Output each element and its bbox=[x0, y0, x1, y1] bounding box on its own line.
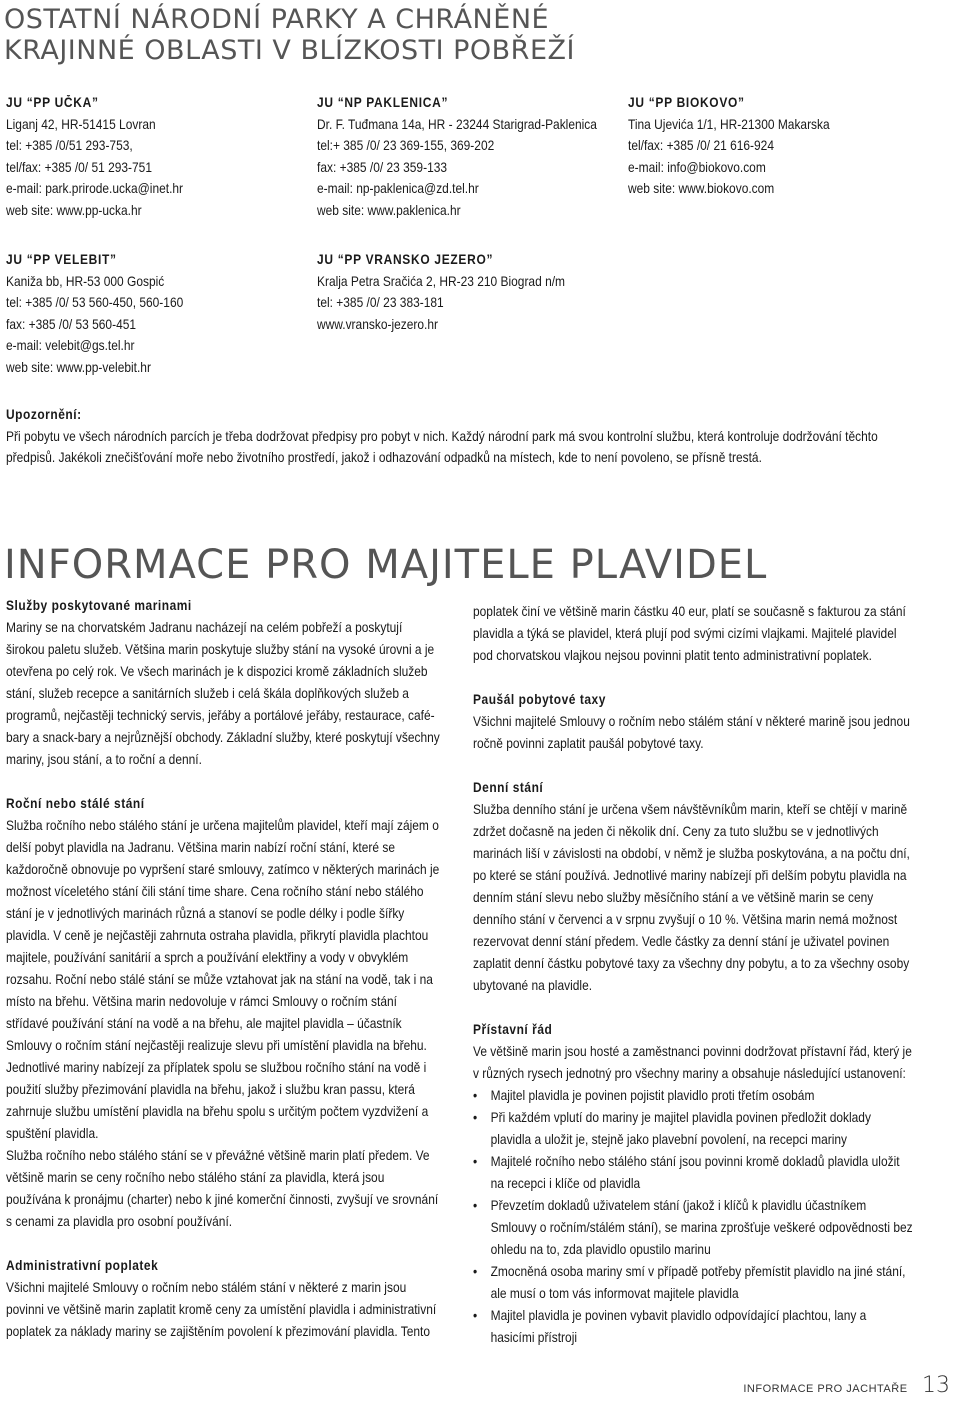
contact-phone: tel: +385 /0/ 53 560-450, 560-160 bbox=[6, 295, 184, 311]
contact-name: JU “PP BIOKOVO” bbox=[628, 95, 745, 110]
heading-annual-berth: Roční nebo stálé stání bbox=[6, 796, 145, 811]
paragraph-admin-fee-continued: poplatek činí ve většině marin částku 40 eur, platí se současně s fakturou za stání plavidla a týká se plavidel, která plují pod svými cizími vlajkami. Majitelé plavidel pod chorvatskou vlajkou nejsou povinni platit tento administrativní poplatek. bbox=[473, 604, 906, 663]
list-item: • Zmocněná osoba mariny smí v případě potřeby přemístit plavidlo na jiné stání, ale musí o tom vás informovat majitele plavidla bbox=[473, 1261, 913, 1305]
list-item: • Majitel plavidla je povinen pojistit plavidlo proti třetím osobám bbox=[473, 1085, 913, 1107]
contact-phone: tel: +385 /0/51 293-753, bbox=[6, 138, 133, 154]
bullet-icon: • bbox=[473, 1308, 478, 1323]
notice-heading: Upozornění: bbox=[6, 407, 82, 422]
section-title-parks: OSTATNÍ NÁRODNÍ PARKY A CHRÁNĚNÉ KRAJINNÉ OBLASTI V BLÍZKOSTI POBŘEŽÍ bbox=[4, 4, 575, 66]
bullet-icon: • bbox=[473, 1088, 478, 1103]
left-column bbox=[6, 595, 440, 1343]
contact-vransko-jezero bbox=[317, 249, 565, 335]
heading-port-rules: Přístavní řád bbox=[473, 1022, 553, 1037]
contact-email: e-mail: velebit@gs.tel.hr bbox=[6, 338, 135, 354]
contact-address: Tina Ujevića 1/1, HR-21300 Makarska bbox=[628, 116, 830, 132]
contact-address: Kralja Petra Sračića 2, HR-23 210 Biograd n/m bbox=[317, 273, 566, 289]
heading-tourist-tax: Paušál pobytové taxy bbox=[473, 692, 606, 707]
contact-address: Liganj 42, HR-51415 Lovran bbox=[6, 116, 156, 132]
contact-address: Dr. F. Tuđmana 14a, HR - 23244 Starigrad-Paklenica bbox=[317, 116, 597, 132]
bullet-icon: • bbox=[473, 1154, 478, 1169]
contact-phone: tel: +385 /0/ 23 383-181 bbox=[317, 295, 444, 311]
paragraph-annual-berth-payment: Služba ročního nebo stálého stání se v převážné většině marin platí předem. Ve většině marin se ceny ročního nebo stálého stání za plavidla, která jsou používána k pronájmu (charter) nebo k jiné komerční činnosti, zvyšují ve srovnání s cenami za plavidla pro osobní používání. bbox=[6, 1148, 439, 1229]
notice-block bbox=[6, 404, 912, 469]
page-number: 13 bbox=[922, 1373, 950, 1398]
contact-name: JU “PP VELEBIT” bbox=[6, 252, 117, 267]
paragraph-port-rules: Ve většině marin jsou hosté a zaměstnanci povinni dodržovat přístavní řád, který je v různých rysech jednotný pro všechny mariny a obsahuje následující ustanovení: bbox=[473, 1044, 912, 1081]
page-footer bbox=[743, 1373, 950, 1398]
contact-web: web site: www.biokovo.com bbox=[628, 181, 775, 197]
footer-title: INFORMACE PRO JACHTAŘE bbox=[743, 1383, 908, 1395]
contact-paklenica bbox=[317, 92, 597, 222]
contact-ucka bbox=[6, 92, 183, 222]
port-rules-list bbox=[473, 1085, 913, 1349]
paragraph-marina-services: Mariny se na chorvatském Jadranu nacházejí na celém pobřeží a poskytují širokou paletu služeb. Většina marin poskytuje služby stání na vysoké úrovni a je otevřena po celý rok. Ve všech marinách je k dispozici kromě základních služeb stání, služeb recepce a sanitárních služeb i celá škála doplňkových služeb a programů, nejčastěji technický servis, jeřáby a portálové jeřáby, restaurace, café-bary a snack-bary a nejrůznější obchody. Základní služby, které poskytují všechny mariny, jsou stání, a to roční a denní. bbox=[6, 620, 440, 767]
notice-text: Při pobytu ve všech národních parcích je třeba dodržovat předpisy pro pobyt v nich. Každý národní park má svou kontrolní službu, která kontroluje dodržování těchto předpisů. Jakékoli znečišťování moře nebo životního prostředí, jakož i odhazování odpadků na místech, kde to není povoleno, se přísně trestá. bbox=[6, 428, 878, 466]
section-title-vessel-owners: INFORMACE PRO MAJITELE PLAVIDEL bbox=[4, 542, 768, 588]
contact-web: web site: www.paklenica.hr bbox=[317, 202, 461, 218]
contact-name: JU “PP VRANSKO JEZERO” bbox=[317, 252, 494, 267]
contact-web: web site: www.pp-ucka.hr bbox=[6, 202, 142, 218]
bullet-icon: • bbox=[473, 1110, 478, 1125]
contact-email: e-mail: park.prirode.ucka@inet.hr bbox=[6, 181, 184, 197]
contact-fax: fax: +385 /0/ 53 560-451 bbox=[6, 316, 137, 332]
contact-web: web site: www.pp-velebit.hr bbox=[6, 359, 151, 375]
contact-address: Kaniža bb, HR-53 000 Gospić bbox=[6, 273, 165, 289]
list-item: • Majitelé ročního nebo stálého stání jsou povinni kromě dokladů plavidla uložit na recepci i klíče od plavidla bbox=[473, 1151, 913, 1195]
contact-name: JU “PP UČKA” bbox=[6, 95, 99, 110]
heading-marina-services: Služby poskytované marinami bbox=[6, 598, 192, 613]
heading-admin-fee: Administrativní poplatek bbox=[6, 1258, 159, 1273]
contact-velebit bbox=[6, 249, 183, 379]
contact-phone: tel/fax: +385 /0/ 21 616-924 bbox=[628, 138, 774, 154]
contact-fax: tel/fax: +385 /0/ 51 293-751 bbox=[6, 159, 152, 175]
contact-fax: fax: +385 /0/ 23 359-133 bbox=[317, 159, 448, 175]
contact-email: e-mail: info@biokovo.com bbox=[628, 159, 766, 175]
contact-biokovo bbox=[628, 92, 830, 200]
bullet-icon: • bbox=[473, 1198, 478, 1213]
contact-web: www.vransko-jezero.hr bbox=[317, 316, 438, 332]
bullet-icon: • bbox=[473, 1264, 478, 1279]
list-item: • Majitel plavidla je povinen vybavit plavidlo odpovídající plachtou, lany a hasicími přístroji bbox=[473, 1305, 913, 1349]
heading-daily-berth: Denní stání bbox=[473, 780, 544, 795]
contact-email: e-mail: np-paklenica@zd.tel.hr bbox=[317, 181, 479, 197]
paragraph-daily-berth: Služba denního stání je určena všem návštěvníkům marin, kteří se chtějí v marině zdržet dočasně na jeden či několik dní. Ceny za tuto službu se v jednotlivých marinách liší v závislosti na období, v němž je služba poskytována, a na počtu dní, po které se stání používá. Jednotlivé mariny nabízejí při delším pobytu plavidla na denním stání slevu nebo služby měsíčního stání a ve většině marin se ceny denního stání v červenci a v srpnu zvyšují o 10 %. Většina marin nemá možnost rezervovat denní stání předem. Vedle částky za denní stání je uživatel povinen zaplatit denní částku pobytové taxy za všechny dny pobytu, a to za všechny osoby ubytované na plavidle. bbox=[473, 802, 910, 993]
paragraph-annual-berth: Služba ročního nebo stálého stání je určena majitelům plavidel, kteří mají zájem o delší pobyt plavidla na Jadranu. Většina marin nabízí roční stání, které se každoročně obnovuje po vypršení staré smlouvy, zatímco v některých marinách je možnost víceletého stání čili stání time share. Cena ročního stání nebo stálého stání je v jednotlivých marinách různá a stanoví se podle délky i podle šířky plavidla. V ceně je nejčastěji zahrnuta ostraha plavidla, přikrytí plavidla plachtou majitele, používání sanitárií a sprch a používání elektřiny a vody v obvyklém rozsahu. Roční nebo stálé stání se může vztahovat jak na stání na vodě, tak i na místo na břehu. Většina marin nedovoluje v rámci Smlouvy o ročním stání střídavé používání stání na vodě a na břehu, ale majitel plavidla – účastník Smlouvy o ročním stání nejčastěji realizuje slevu při umístění plavidla na břehu. Jednotlivé mariny nabízejí za příplatek spolu se službou ročního stání na vodě i použití služby přezimování plavidla na břehu, jakož i službu kran passu, která zahrnuje službu umístění plavidla na břehu spolu s určitým počtem vyzdvižení a spuštění plavidla. bbox=[6, 818, 440, 1141]
list-item: • Při každém vplutí do mariny je majitel plavidla povinen předložit doklady plavidla a uložit je, stejně jako plavební povolení, na recepci mariny bbox=[473, 1107, 913, 1151]
contact-name: JU “NP PAKLENICA” bbox=[317, 95, 449, 110]
paragraph-tourist-tax: Všichni majitelé Smlouvy o ročním nebo stálém stání v některé marině jsou jednou ročně povinni zaplatit paušál pobytové taxy. bbox=[473, 714, 910, 751]
paragraph-admin-fee: Všichni majitelé Smlouvy o ročním nebo stálém stání v některé z marin jsou povinni ve většině marin zaplatit kromě ceny za umístění plavidla i administrativní poplatek za náklady mariny se zajištěním povolení k přezimování plavidla. Tento bbox=[6, 1280, 437, 1339]
right-column bbox=[473, 601, 913, 1349]
list-item: • Převzetím dokladů uživatelem stání (jakož i klíčů k plavidlu účastníkem Smlouvy o ročním/stálém stání), se marina zprošťuje veškeré odpovědnosti bez ohledu na to, zda plavidlo opustilo marinu bbox=[473, 1195, 913, 1261]
contact-phone: tel:+ 385 /0/ 23 369-155, 369-202 bbox=[317, 138, 495, 154]
